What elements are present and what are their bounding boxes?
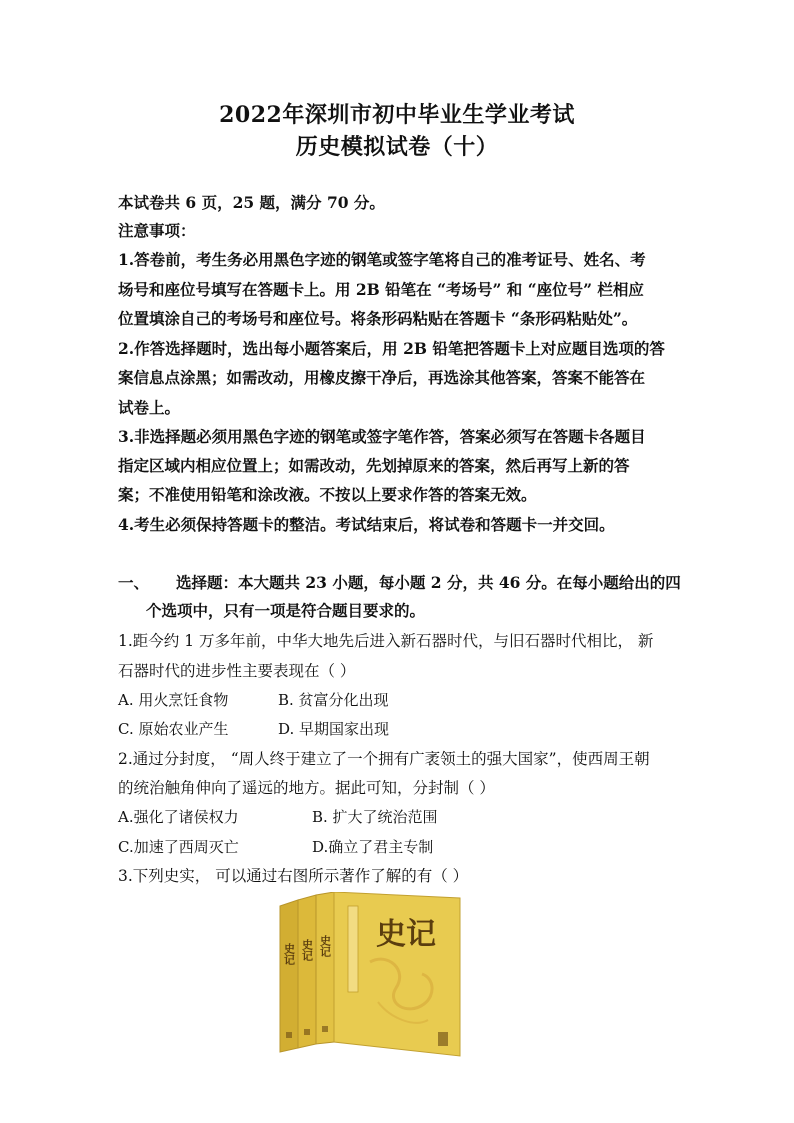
question-2-stem-cont: 的统治触角伸向了遥远的地方。据此可知，分封制（ ）: [118, 779, 495, 797]
question-2-option-a: A.强化了诸侯权力: [118, 808, 239, 826]
question-1-option-b: B. 贫富分化出现: [278, 691, 389, 709]
book-spine-title: 史记: [282, 943, 296, 965]
book-spine-title: 史记: [318, 935, 332, 957]
question-2-stem: 2.通过分封度， “周人终于建立了一个拥有广袤领土的强大国家”，使西周王朝: [118, 750, 650, 768]
section-heading: 选择题：本大题共 23 小题，每小题 2 分，共 46 分。在每小题给出的四: [176, 573, 681, 592]
book-cover-title: 史记: [376, 917, 436, 952]
question-2-option-c: C.加速了西周灭亡: [118, 838, 239, 856]
question-1-stem-cont: 石器时代的进步性主要表现在（ ）: [118, 662, 356, 680]
notice-line: 案；不准使用铅笔和涂改液。不按以上要求作答的答案无效。: [118, 485, 537, 504]
notice-line: 2.作答选择题时，选出每小题答案后，用 2B 铅笔把答题卡上对应题目选项的答: [118, 339, 665, 358]
question-2-option-b: B. 扩大了统治范围: [312, 808, 438, 826]
question-1-option-a: A. 用火烹饪食物: [118, 691, 229, 709]
section-number: 一、: [118, 573, 150, 592]
notice-line: 4.考生必须保持答题卡的整洁。考试结束后，将试卷和答题卡一并交回。: [118, 515, 615, 534]
notice-line: 位置填涂自己的考场号和座位号。将条形码粘贴在答题卡 “条形码粘贴处”。: [118, 309, 638, 328]
exam-title: 2022年深圳市初中毕业生学业考试: [219, 102, 575, 128]
question-2-option-d: D.确立了君主专制: [312, 838, 434, 856]
notice-heading: 注意事项：: [118, 221, 196, 240]
notice-line: 指定区域内相应位置上；如需改动，先划掉原来的答案，然后再写上新的答: [118, 456, 630, 475]
shiji-books-image: [278, 892, 468, 1058]
notice-line: 场号和座位号填写在答题卡上。用 2B 铅笔在 “考场号” 和 “座位号” 栏相应: [118, 280, 644, 299]
exam-summary: 本试卷共 6 页，25 题，满分 70 分。: [118, 193, 385, 212]
notice-line: 1.答卷前，考生务必用黑色字迹的钢笔或签字笔将自己的准考证号、姓名、考: [118, 250, 646, 269]
question-1-option-d: D. 早期国家出现: [278, 720, 390, 738]
question-1-option-c: C. 原始农业产生: [118, 720, 229, 738]
notice-line: 试卷上。: [118, 398, 181, 417]
question-1-stem: 1.距今约 1 万多年前，中华大地先后进入新石器时代，与旧石器时代相比， 新: [118, 632, 654, 650]
exam-subtitle: 历史模拟试卷（十）: [295, 134, 499, 160]
question-3-stem: 3.下列史实， 可以通过右图所示著作了解的有（ ）: [118, 867, 469, 885]
section-heading-cont: 个选项中，只有一项是符合题目要求的。: [146, 601, 426, 620]
notice-line: 案信息点涂黑；如需改动，用橡皮擦干净后，再选涂其他答案，答案不能答在: [118, 368, 646, 387]
book-spine-title: 史记: [300, 939, 314, 961]
notice-line: 3.非选择题必须用黑色字迹的钢笔或签字笔作答，答案必须写在答题卡各题目: [118, 427, 646, 446]
